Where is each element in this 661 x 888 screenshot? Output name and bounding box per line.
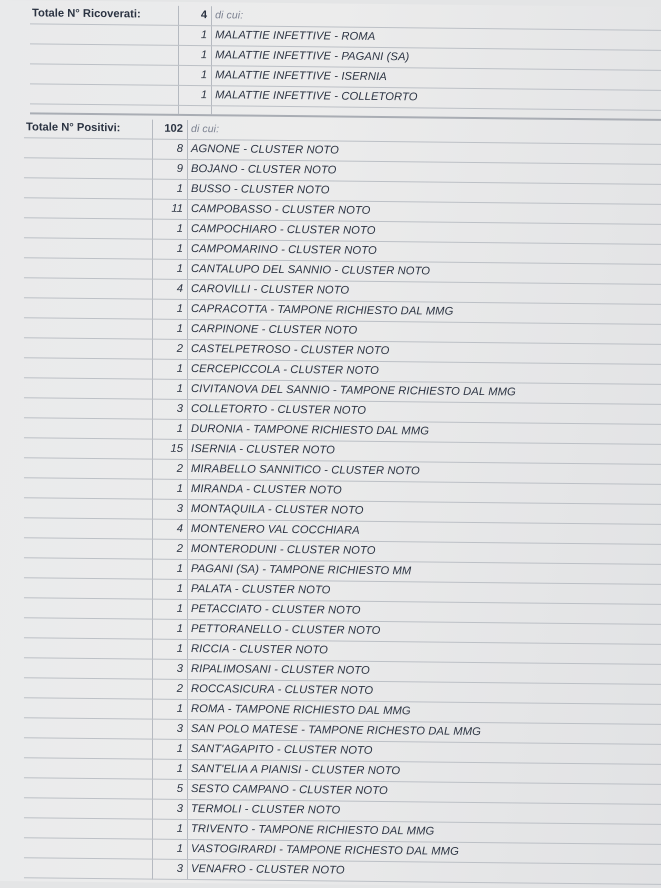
positivi-row-text: RICCIA - CLUSTER NOTO bbox=[188, 639, 661, 664]
positivi-row-spacer bbox=[24, 158, 153, 179]
positivi-row-text: SANT'AGAPITO - CLUSTER NOTO bbox=[188, 739, 661, 764]
positivi-row-text: CAMPOMARINO - CLUSTER NOTO bbox=[188, 239, 661, 264]
positivi-row-text: CASTELPETROSO - CLUSTER NOTO bbox=[188, 339, 661, 364]
positivi-row-spacer bbox=[24, 438, 153, 459]
positivi-row-text: RIPALIMOSANI - CLUSTER NOTO bbox=[188, 659, 661, 684]
positivi-row-spacer bbox=[24, 818, 153, 839]
positivi-row-count: 1 bbox=[153, 619, 188, 639]
positivi-row-count: 1 bbox=[153, 579, 188, 599]
positivi-row-text: ISERNIA - CLUSTER NOTO bbox=[188, 439, 661, 464]
positivi-row-count: 1 bbox=[153, 419, 188, 439]
positivi-row-count: 9 bbox=[153, 159, 188, 179]
positivi-row-count: 3 bbox=[153, 859, 188, 879]
positivi-row-count: 2 bbox=[153, 339, 188, 359]
positivi-row-spacer bbox=[24, 478, 153, 499]
positivi-row-count: 3 bbox=[153, 799, 188, 819]
ricoverati-row-count: 1 bbox=[179, 25, 212, 45]
positivi-row-spacer bbox=[24, 318, 153, 339]
positivi-table bbox=[24, 118, 661, 885]
positivi-row-text: CANTALUPO DEL SANNIO - CLUSTER NOTO bbox=[188, 259, 661, 284]
positivi-row-text: CAMPOCHIARO - CLUSTER NOTO bbox=[188, 219, 661, 244]
positivi-row-count: 2 bbox=[153, 679, 188, 699]
ricoverati-row-text: MALATTIE INFETTIVE - COLLETORTO bbox=[212, 86, 661, 111]
positivi-row-spacer bbox=[24, 638, 153, 659]
positivi-row-count: 1 bbox=[153, 219, 188, 239]
positivi-row-spacer bbox=[24, 338, 153, 359]
ricoverati-row-spacer bbox=[30, 44, 179, 66]
positivi-row-spacer bbox=[24, 778, 153, 799]
positivi-row-spacer bbox=[24, 198, 153, 219]
positivi-row-text: TERMOLI - CLUSTER NOTO bbox=[188, 799, 661, 824]
ricoverati-row-text: MALATTIE INFETTIVE - ISERNIA bbox=[212, 66, 661, 91]
positivi-row-text: ROCCASICURA - CLUSTER NOTO bbox=[188, 679, 661, 704]
positivi-row-count: 1 bbox=[153, 599, 188, 619]
positivi-row-spacer bbox=[24, 218, 153, 239]
positivi-row-count: 1 bbox=[153, 639, 188, 659]
positivi-row-text: MIRABELLO SANNITICO - CLUSTER NOTO bbox=[188, 459, 661, 484]
positivi-row-count: 1 bbox=[153, 319, 188, 339]
positivi-row-text: VENAFRO - CLUSTER NOTO bbox=[188, 859, 661, 884]
ricoverati-total: 4 bbox=[179, 6, 212, 26]
positivi-row-count: 8 bbox=[153, 139, 188, 159]
positivi-row-count: 2 bbox=[153, 459, 188, 479]
ricoverati-label: Totale N° Ricoverati: bbox=[30, 4, 179, 25]
ricoverati-row-spacer bbox=[30, 24, 179, 46]
positivi-row-count: 1 bbox=[153, 559, 188, 579]
positivi-row-count: 5 bbox=[153, 779, 188, 799]
positivi-row-spacer bbox=[24, 358, 153, 379]
ricoverati-row-count: 1 bbox=[179, 85, 212, 105]
ricoverati-row-count: 1 bbox=[179, 65, 212, 85]
positivi-row-text: PETTORANELLO - CLUSTER NOTO bbox=[188, 619, 661, 644]
separator-cell bbox=[30, 104, 179, 115]
positivi-row-count: 1 bbox=[153, 239, 188, 259]
ricoverati-di-cui: di cui: bbox=[212, 6, 661, 30]
ricoverati-row-spacer bbox=[30, 84, 179, 106]
positivi-row-spacer bbox=[24, 498, 153, 519]
positivi-label: Totale N° Positivi: bbox=[24, 118, 153, 139]
positivi-total: 102 bbox=[153, 120, 188, 140]
positivi-row-count: 3 bbox=[153, 499, 188, 519]
positivi-row-text: CIVITANOVA DEL SANNIO - TAMPONE RICHIESTO DAL MMG bbox=[188, 379, 661, 404]
ricoverati-row-spacer bbox=[30, 64, 179, 86]
positivi-row-text: CERCEPICCOLA - CLUSTER NOTO bbox=[188, 359, 661, 384]
positivi-row-spacer bbox=[24, 278, 153, 299]
positivi-row-text: CAMPOBASSO - CLUSTER NOTO bbox=[188, 199, 661, 224]
positivi-row-count: 1 bbox=[153, 699, 188, 719]
positivi-row-spacer bbox=[24, 518, 153, 539]
positivi-row-text: CAPRACOTTA - TAMPONE RICHIESTO DAL MMG bbox=[188, 299, 661, 324]
positivi-row-text: MONTENERO VAL COCCHIARA bbox=[188, 519, 661, 544]
positivi-row-spacer bbox=[24, 618, 153, 639]
positivi-row-count: 1 bbox=[153, 299, 188, 319]
positivi-row-spacer bbox=[24, 458, 153, 479]
positivi-row-text: AGNONE - CLUSTER NOTO bbox=[188, 139, 661, 164]
positivi-row-count: 3 bbox=[153, 659, 188, 679]
positivi-row-text: ROMA - TAMPONE RICHIESTO DAL MMG bbox=[188, 699, 661, 724]
positivi-row-spacer bbox=[24, 718, 153, 739]
positivi-row-count: 1 bbox=[153, 259, 188, 279]
positivi-row-count: 1 bbox=[153, 379, 188, 399]
positivi-row-text: CAROVILLI - CLUSTER NOTO bbox=[188, 279, 661, 304]
positivi-di-cui: di cui: bbox=[188, 120, 661, 144]
positivi-row-spacer bbox=[24, 238, 153, 259]
separator-cell bbox=[179, 105, 212, 115]
positivi-row-spacer bbox=[24, 378, 153, 399]
positivi-row-spacer bbox=[24, 138, 153, 159]
positivi-row-text: SAN POLO MATESE - TAMPONE RICHESTO DAL MMG bbox=[188, 719, 661, 744]
positivi-row-spacer bbox=[24, 578, 153, 599]
positivi-row-count: 1 bbox=[153, 759, 188, 779]
positivi-row-text: PAGANI (SA) - TAMPONE RICHIESTO MM bbox=[188, 559, 661, 584]
positivi-row-count: 1 bbox=[153, 359, 188, 379]
positivi-row-count: 1 bbox=[153, 179, 188, 199]
positivi-row-spacer bbox=[24, 738, 153, 759]
positivi-row-text: BUSSO - CLUSTER NOTO bbox=[188, 179, 661, 204]
positivi-row-count: 1 bbox=[153, 839, 188, 859]
positivi-row-spacer bbox=[24, 178, 153, 199]
positivi-row-spacer bbox=[24, 678, 153, 699]
positivi-row-text: BOJANO - CLUSTER NOTO bbox=[188, 159, 661, 184]
ricoverati-row-text: MALATTIE INFETTIVE - PAGANI (SA) bbox=[212, 46, 661, 71]
positivi-row-spacer bbox=[24, 598, 153, 619]
positivi-row-spacer bbox=[24, 838, 153, 859]
ricoverati-row-text: MALATTIE INFETTIVE - ROMA bbox=[212, 26, 661, 51]
positivi-row-spacer bbox=[24, 538, 153, 559]
positivi-row-text: VASTOGIRARDI - TAMPONE RICHESTO DAL MMG bbox=[188, 839, 661, 864]
positivi-row-count: 15 bbox=[153, 439, 188, 459]
positivi-row-spacer bbox=[24, 418, 153, 439]
positivi-row-spacer bbox=[24, 258, 153, 279]
positivi-row-count: 4 bbox=[153, 279, 188, 299]
positivi-row-count: 3 bbox=[153, 399, 188, 419]
positivi-row-count: 2 bbox=[153, 539, 188, 559]
positivi-row-text: TRIVENTO - TAMPONE RICHIESTO DAL MMG bbox=[188, 819, 661, 844]
positivi-row-spacer bbox=[24, 298, 153, 319]
positivi-row-text: DURONIA - TAMPONE RICHIESTO DAL MMG bbox=[188, 419, 661, 444]
positivi-row-count: 11 bbox=[153, 199, 188, 219]
positivi-row-text: COLLETORTO - CLUSTER NOTO bbox=[188, 399, 661, 424]
positivi-row-text: PALATA - CLUSTER NOTO bbox=[188, 579, 661, 604]
positivi-row-text: SANT'ELIA A PIANISI - CLUSTER NOTO bbox=[188, 759, 661, 784]
positivi-row-count: 1 bbox=[153, 739, 188, 759]
positivi-row-text: CARPINONE - CLUSTER NOTO bbox=[188, 319, 661, 344]
positivi-row-text: PETACCIATO - CLUSTER NOTO bbox=[188, 599, 661, 624]
ricoverati-table bbox=[30, 4, 661, 121]
positivi-row-text: MONTERODUNI - CLUSTER NOTO bbox=[188, 539, 661, 564]
positivi-row-text: MONTAQUILA - CLUSTER NOTO bbox=[188, 499, 661, 524]
positivi-row-count: 1 bbox=[153, 479, 188, 499]
positivi-row-spacer bbox=[24, 698, 153, 719]
ricoverati-row-count: 1 bbox=[179, 45, 212, 65]
positivi-row-spacer bbox=[24, 398, 153, 419]
positivi-row-count: 1 bbox=[153, 819, 188, 839]
positivi-row-spacer bbox=[24, 758, 153, 779]
positivi-row-text: SESTO CAMPANO - CLUSTER NOTO bbox=[188, 779, 661, 804]
positivi-row-count: 3 bbox=[153, 719, 188, 739]
positivi-row-spacer bbox=[24, 798, 153, 819]
positivi-row-spacer bbox=[24, 858, 153, 879]
positivi-row-count: 4 bbox=[153, 519, 188, 539]
positivi-row-spacer bbox=[24, 558, 153, 579]
positivi-row-spacer bbox=[24, 658, 153, 679]
positivi-row-text: MIRANDA - CLUSTER NOTO bbox=[188, 479, 661, 504]
